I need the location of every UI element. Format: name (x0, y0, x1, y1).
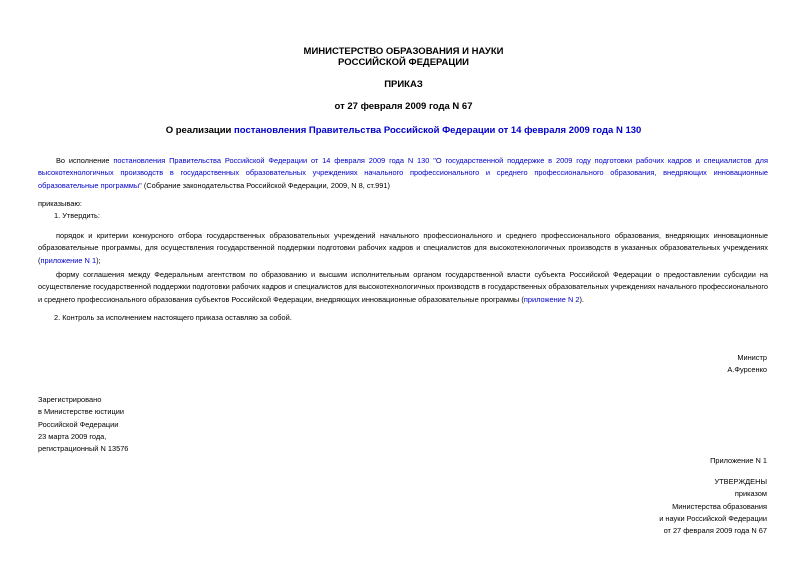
order-paragraph-2-end: ). (579, 294, 584, 304)
registration-block (38, 394, 128, 455)
approval-line: приказом (734, 489, 767, 499)
document-date: от 27 февраля 2009 года N 67 (334, 101, 473, 112)
intro-decree-link[interactable]: постановления Правительства Российской Федерации от 14 февраля 2009 года N 130 "О государственной поддержке в 2009 году подготовки рабочих кадров и специалистов для высокотехнологичных производств в государственных образовательных учреждениях начального профессионального и среднего профессионального образования, внедряющих инновационные образовательные программы" (38, 156, 768, 190)
appendix-label: Приложение N 1 (710, 456, 767, 465)
approval-block (659, 476, 767, 537)
order-item-1: 1. Утвердить: (54, 211, 100, 220)
order-paragraph-1 (38, 230, 768, 267)
order-paragraph-2 (38, 269, 768, 306)
document-title-prefix: О реализации (165, 125, 235, 136)
approval-line: и науки Российской Федерации (659, 513, 767, 523)
intro-end: (Собрание законодательства Российской Федерации, 2009, N 8, ст.991) (141, 180, 390, 190)
ministry-name-line2: РОССИЙСКОЙ ФЕДЕРАЦИИ (337, 57, 469, 68)
appendix-1-link[interactable]: приложение N 1 (40, 255, 97, 265)
order-item-2: 2. Контроль за исполнением настоящего приказа оставляю за собой. (54, 313, 292, 322)
registration-line: Зарегистрировано (38, 395, 102, 404)
registration-line: в Министерстве юстиции (38, 407, 125, 417)
approval-line: Министерства образования (672, 501, 767, 511)
registration-line: 23 марта 2009 года, (38, 431, 107, 441)
document-type: ПРИКАЗ (384, 79, 423, 90)
approval-line: УТВЕРЖДЕНЫ (714, 477, 767, 486)
intro-start: Во исполнение (56, 156, 114, 165)
ministry-name-line1: МИНИСТЕРСТВО ОБРАЗОВАНИЯ И НАУКИ (303, 46, 504, 57)
order-paragraph-1-end: ); (96, 255, 101, 265)
signature-position: Министр (737, 353, 767, 362)
order-paragraph-2-text: форму соглашения между Федеральным агентством по образованию и высшим исполнительным органом государственной власти субъекта Российской Федерации о предоставлении субсидии на осуществление государственной поддержки подготовки рабочих кадров и специалистов для высокотехнологичных производств в государственных образовательных учреждениях начального профессионального и среднего профессионального образования субъектов Российской Федерации, внедряющих инновационные образовательные программы ( (38, 270, 768, 304)
appendix-2-link[interactable]: приложение N 2 (523, 294, 580, 304)
signature-name: А.Фурсенко (727, 365, 767, 375)
signature-block (727, 352, 767, 377)
order-paragraph-1-text: порядок и критерии конкурсного отбора государственных образовательных учреждений начального профессионального и среднего профессионального образования, внедряющих инновационные образовательные программы, для осуществления государственной поддержки подготовки рабочих кадров и специалистов для высокотехнологичных производств в указанных образовательных учреждениях ( (38, 231, 768, 265)
document-title (0, 125, 807, 137)
title-decree-link[interactable]: постановления Правительства Российской Федерации от 14 февраля 2009 года N 130 (234, 125, 642, 136)
intro-paragraph (38, 155, 768, 192)
approval-line: от 27 февраля 2009 года N 67 (663, 526, 767, 536)
registration-line: Российской Федерации (38, 419, 119, 429)
registration-line: регистрационный N 13576 (38, 444, 129, 454)
orders-word: приказываю: (38, 199, 82, 208)
